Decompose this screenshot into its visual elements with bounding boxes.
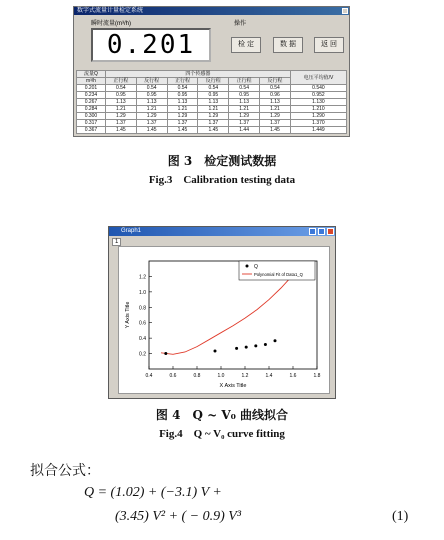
y-tick-label: 1.0 [139, 289, 146, 296]
qv-chart [119, 247, 329, 393]
data-point [254, 344, 257, 347]
table-cell: 1.370 [290, 120, 346, 127]
fit-curve-line [161, 275, 293, 354]
maximize-icon[interactable] [318, 228, 325, 235]
table-cell: 1.21 [105, 106, 136, 113]
table-cell: 0.317 [77, 120, 106, 127]
data-point [245, 346, 248, 349]
table-cell: 0.201 [77, 85, 106, 92]
close-icon[interactable] [342, 8, 348, 14]
table-cell: 0.234 [77, 92, 106, 99]
subheader-cell: 正行程 [167, 78, 198, 85]
fit-formula-label: 拟合公式： [30, 463, 100, 479]
x-axis-title: X Axis Title [219, 383, 247, 389]
table-cell: 1.29 [260, 113, 291, 120]
y-axis-title: Y Axis Title [125, 301, 131, 329]
calibrate-button[interactable]: 检 定 [231, 37, 261, 53]
table-cell: 1.13 [260, 99, 291, 106]
table-row [77, 106, 347, 113]
data-point [235, 347, 238, 350]
table-cell: 1.44 [229, 127, 260, 134]
table-cell: 0.54 [198, 85, 229, 92]
y-tick-label: 1.2 [139, 274, 146, 281]
table-cell: 0.95 [105, 92, 136, 99]
x-tick-label: 0.8 [193, 373, 201, 379]
graph-titlebar [109, 227, 335, 236]
fig3-caption-en: Fig.3 Calibration testing data [148, 174, 296, 186]
subheader-cell: 正行程 [229, 78, 260, 85]
table-cell: 1.13 [136, 99, 167, 106]
y-tick-label: 0.8 [139, 305, 146, 312]
table-cell: 1.13 [198, 99, 229, 106]
table-cell: 1.37 [260, 120, 291, 127]
data-button[interactable]: 数 据 [273, 37, 303, 53]
calibration-table [76, 70, 347, 134]
table-row [77, 92, 347, 99]
table-cell: 0.54 [136, 85, 167, 92]
table-cell: 1.29 [105, 113, 136, 120]
table-cell: 0.300 [77, 113, 106, 120]
window-titlebar [74, 7, 349, 15]
table-cell: 1.290 [290, 113, 346, 120]
table-cell: 0.267 [77, 99, 106, 106]
subheader-cell: 正行程 [105, 78, 136, 85]
equation-line-1: Q = (1.02) + (−3.1) V + [84, 485, 222, 500]
table-cell: 1.29 [167, 113, 198, 120]
table-cell: 0.95 [136, 92, 167, 99]
data-point [164, 352, 167, 355]
table-cell: 1.210 [290, 106, 346, 113]
table-row [77, 113, 347, 120]
table-cell: 1.21 [198, 106, 229, 113]
table-row [77, 99, 347, 106]
table-cell: 0.95 [229, 92, 260, 99]
table-cell: 0.96 [260, 92, 291, 99]
table-header-row [77, 71, 347, 78]
flow-unit: m³/h [77, 78, 106, 85]
sensor-header: 四个传感器 [105, 71, 290, 78]
x-tick-label: 1.6 [289, 373, 297, 379]
table-cell: 1.21 [260, 106, 291, 113]
x-tick-label: 0.4 [145, 373, 153, 379]
table-cell: 1.13 [167, 99, 198, 106]
y-tick-label: 0.6 [139, 320, 146, 327]
table-cell: 1.21 [229, 106, 260, 113]
table-cell: 0.367 [77, 127, 106, 134]
x-tick-label: 1.0 [217, 373, 225, 379]
table-cell: 1.37 [198, 120, 229, 127]
table-cell: 0.54 [167, 85, 198, 92]
table-cell: 1.21 [136, 106, 167, 113]
table-cell: 0.54 [105, 85, 136, 92]
legend-label: Q [254, 264, 258, 270]
fig3-caption-zh: 图 3 检定测试数据 [167, 154, 277, 168]
instant-flow-display: 0.201 [91, 28, 211, 62]
table-cell: 1.29 [229, 113, 260, 120]
table-cell: 1.45 [105, 127, 136, 134]
table-cell: 1.45 [167, 127, 198, 134]
legend-box [239, 261, 315, 280]
table-cell: 1.45 [136, 127, 167, 134]
layer-tab[interactable]: 1 [112, 238, 121, 246]
subheader-cell: 反行程 [136, 78, 167, 85]
legend-marker-points [246, 265, 249, 268]
plot-area [118, 246, 330, 394]
table-cell: 1.13 [105, 99, 136, 106]
table-cell: 0.54 [260, 85, 291, 92]
x-tick-label: 0.6 [169, 373, 177, 379]
table-row [77, 85, 347, 92]
y-tick-label: 0.2 [139, 351, 146, 358]
table-cell: 0.95 [198, 92, 229, 99]
minimize-icon[interactable] [309, 228, 316, 235]
fig4-caption-zh: 图 4 Q ~ V₀ 曲线拟合 [155, 408, 289, 422]
table-row [77, 120, 347, 127]
x-tick-label: 1.4 [265, 373, 273, 379]
table-cell: 1.37 [105, 120, 136, 127]
table-cell: 0.540 [290, 85, 346, 92]
equation-line-2: (3.45) V² + ( − 0.9) V³ [115, 509, 242, 524]
table-cell: 1.45 [260, 127, 291, 134]
legend-label: Polynomial Fit of Data1_Q [254, 272, 303, 277]
operations-label: 操作 [234, 21, 247, 27]
flow-header: 流量Q [77, 71, 106, 78]
close-icon[interactable] [327, 228, 334, 235]
table-row [77, 127, 347, 134]
table-cell: 1.130 [290, 99, 346, 106]
table-cell: 1.29 [136, 113, 167, 120]
fig4-caption-en: Fig.4 Q ~ V₀ curve fitting [159, 428, 285, 440]
data-point [214, 349, 217, 352]
subheader-cell: 反行程 [260, 78, 291, 85]
subheader-cell: 反行程 [198, 78, 229, 85]
data-point [264, 343, 267, 346]
graph-window-title: Graph1 [121, 228, 142, 234]
table-cell: 0.284 [77, 106, 106, 113]
table-cell: 1.449 [290, 127, 346, 134]
table-cell: 1.45 [198, 127, 229, 134]
table-cell: 1.37 [136, 120, 167, 127]
table-cell: 1.37 [167, 120, 198, 127]
table-cell: 0.54 [229, 85, 260, 92]
calibration-software-window [73, 6, 350, 137]
x-tick-label: 1.8 [313, 373, 321, 379]
table-cell: 0.952 [290, 92, 346, 99]
window-title: 数字式流量计量检定系统 [77, 8, 144, 14]
table-cell: 1.37 [229, 120, 260, 127]
graph-window [108, 226, 336, 399]
table-cell: 0.95 [167, 92, 198, 99]
table-cell: 1.13 [229, 99, 260, 106]
average-header: 电压平均值/V [290, 71, 346, 85]
data-point [274, 339, 277, 342]
x-tick-label: 1.2 [241, 373, 249, 379]
table-cell: 1.29 [198, 113, 229, 120]
equation-number: (1) [392, 509, 409, 524]
return-button[interactable]: 返 回 [314, 37, 344, 53]
instant-flow-label: 瞬时流量(m³/h) [91, 21, 131, 27]
table-cell: 1.21 [167, 106, 198, 113]
y-tick-label: 0.4 [139, 336, 146, 343]
